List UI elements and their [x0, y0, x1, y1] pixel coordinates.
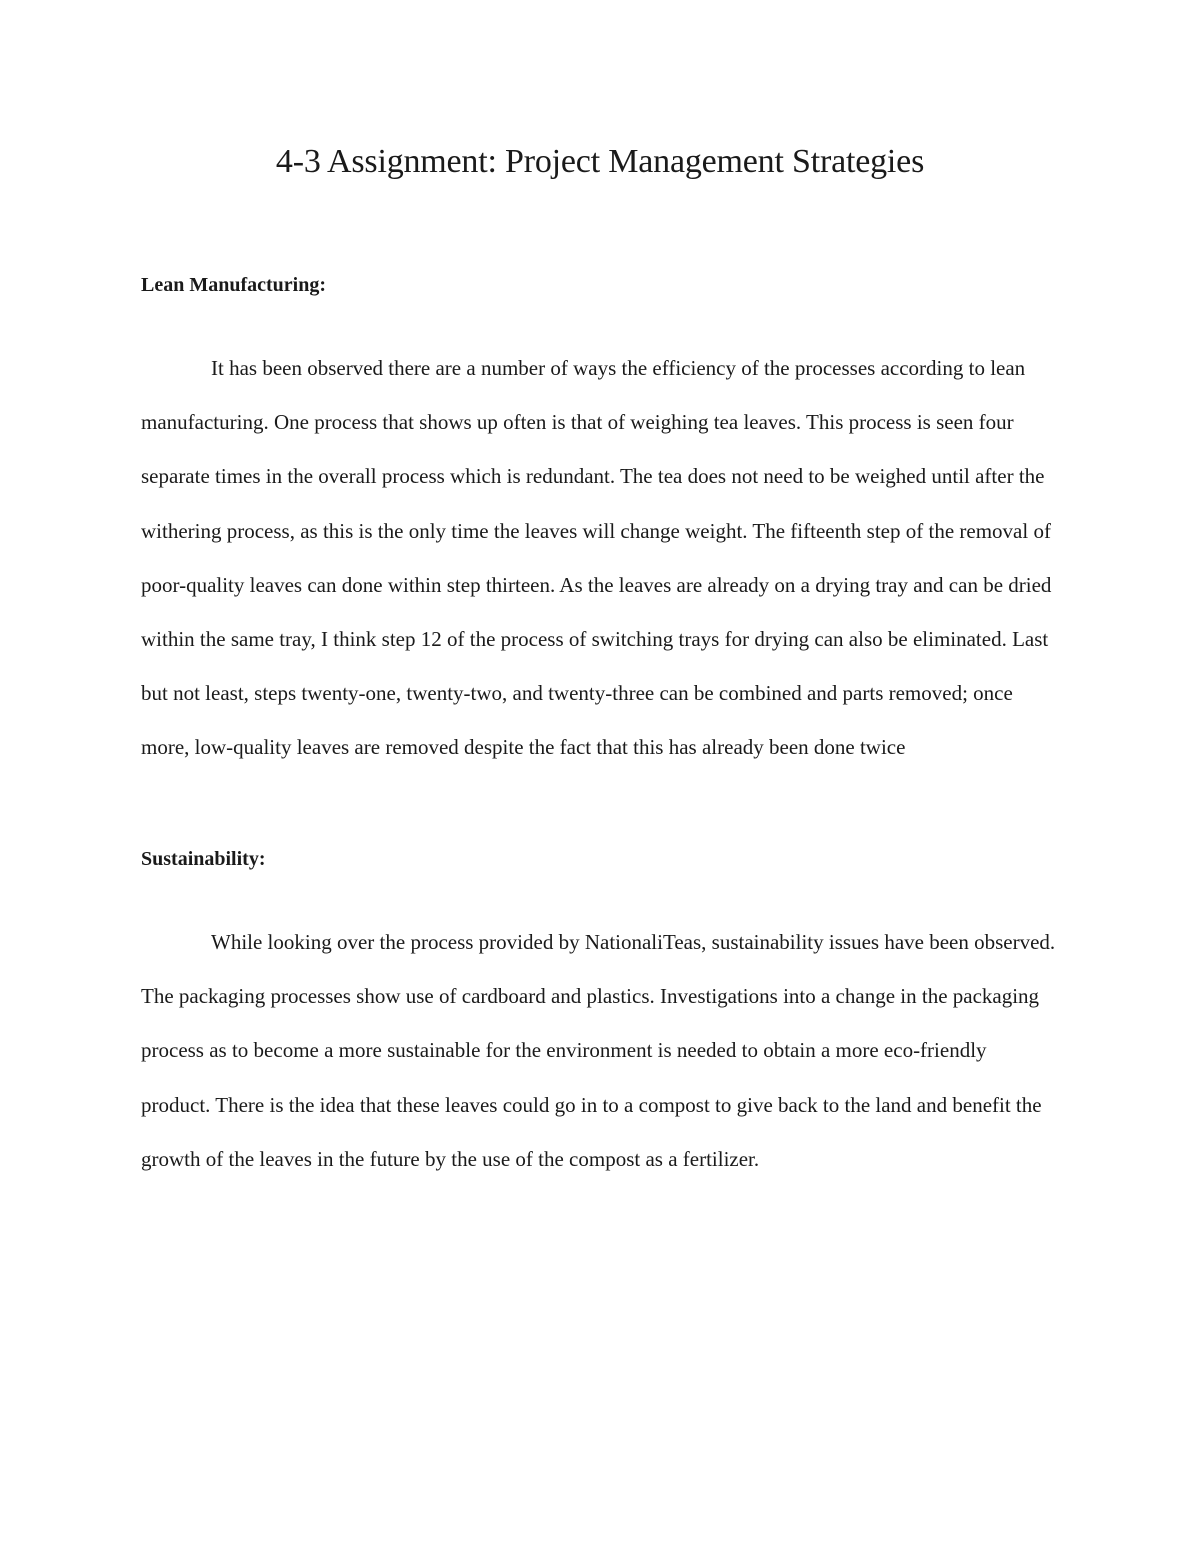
section-body-sustainability: While looking over the process provided by NationaliTeas, sustainability issues have been observed. The packaging processes show use of cardboard and plastics. Investigations into a change in the packaging process as to become a more sustainable for the environment is needed to obtain a more eco-friendly product. There is the idea that these leaves could go in to a compost to give back to the land and benefit the growth of the leaves in the future by the use of the compost as a fertilizer.	[141, 930, 1056, 1171]
section-body-lean-manufacturing: It has been observed there are a number of ways the efficiency of the processes according to lean manufacturing. One process that shows up often is that of weighing tea leaves. This process is seen four separate times in the overall process which is redundant. The tea does not need to be weighed until after the withering process, as this is the only time the leaves will change weight. The fifteenth step of the removal of poor-quality leaves can done within step thirteen. As the leaves are already on a drying tray and can be dried within the same tray, I think step 12 of the process of switching trays for drying can also be eliminated. Last but not least, steps twenty-one, twenty-two, and twenty-three can be combined and parts removed; once more, low-quality leaves are removed despite the fact that this has already been done twice	[141, 356, 1052, 760]
section-sustainability	[141, 845, 1061, 1186]
section-heading-lean-manufacturing: Lean Manufacturing:	[141, 274, 326, 296]
section-lean-manufacturing	[141, 271, 1061, 775]
document-title: 4-3 Assignment: Project Management Strategies	[275, 143, 925, 180]
section-heading-sustainability: Sustainability:	[141, 848, 266, 870]
